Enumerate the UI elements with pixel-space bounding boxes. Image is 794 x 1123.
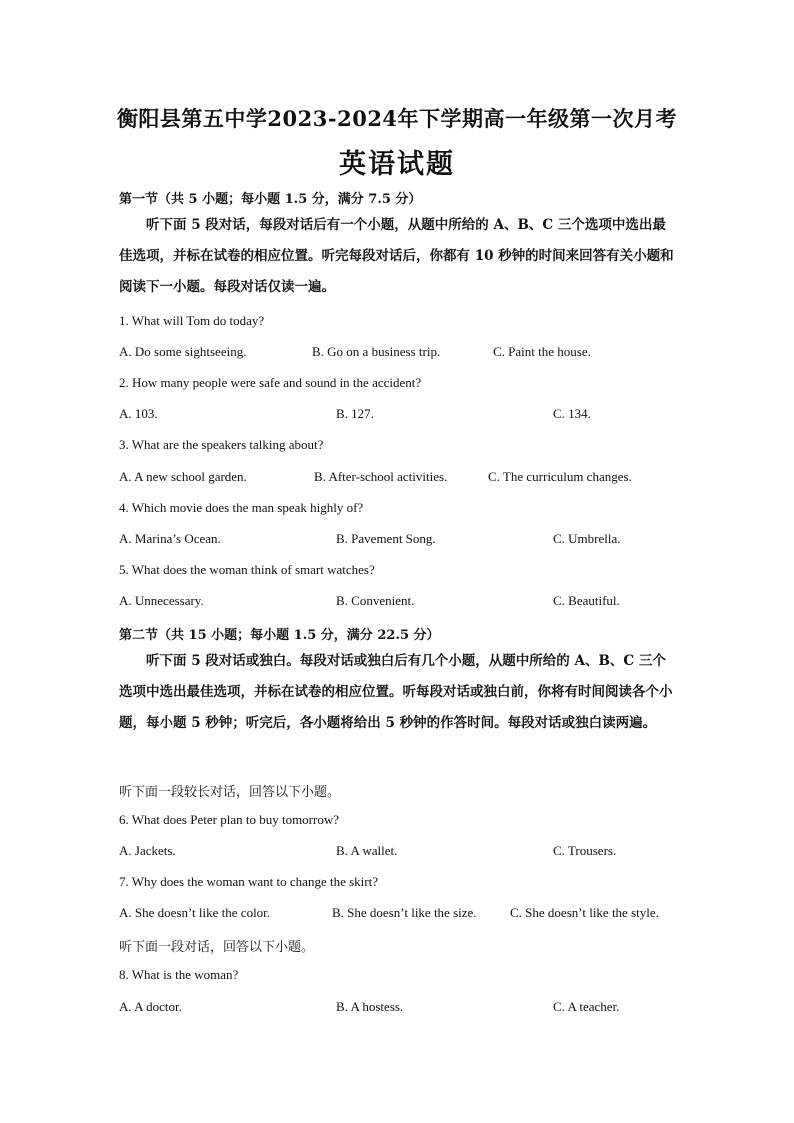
question-5-option-c: C. Beautiful.: [553, 593, 620, 608]
question-5-option-b: B. Convenient.: [336, 593, 415, 608]
section1-heading: 第一节（共 5 小题；每小题 1.5 分，满分 7.5 分）: [119, 192, 422, 207]
question-8-option-a: A. A doctor.: [119, 999, 182, 1014]
question-2-option-c: C. 134.: [553, 406, 591, 421]
listening-note-2: 听下面一段对话，回答以下小题。: [119, 940, 315, 955]
listening-note-1: 听下面一段较长对话，回答以下小题。: [119, 785, 341, 800]
question-1: 1. What will Tom do today?: [119, 313, 265, 328]
question-3: 3. What are the speakers talking about?: [119, 437, 324, 452]
question-2-option-b: B. 127.: [336, 406, 374, 421]
question-7-option-b: B. She doesn’t like the size.: [332, 905, 477, 920]
section1-instructions: 听下面 5 段对话，每段对话后有一个小题，从题中所给的 A、B、C 三个选项中选出最佳选项，并标在试卷的相应位置。听完每段对话后，你都有 10 秒钟的时间来回答有关小题和阅读下一小题。每段对话仅读一遍。: [119, 217, 674, 295]
question-3-option-a: A. A new school garden.: [119, 469, 247, 484]
question-6: 6. What does Peter plan to buy tomorrow?: [119, 812, 339, 827]
question-6-option-b: B. A wallet.: [336, 843, 398, 858]
exam-subject-title: 英语试题: [339, 149, 455, 180]
question-6-option-a: A. Jackets.: [119, 843, 176, 858]
question-7: 7. Why does the woman want to change the skirt?: [119, 874, 378, 889]
question-1-option-c: C. Paint the house.: [493, 344, 591, 359]
question-4-option-a: A. Marina’s Ocean.: [119, 531, 221, 546]
question-3-option-b: B. After-school activities.: [314, 469, 448, 484]
question-2-option-a: A. 103.: [119, 406, 158, 421]
question-4-option-c: C. Umbrella.: [553, 531, 621, 546]
question-1-option-b: B. Go on a business trip.: [312, 344, 441, 359]
question-8-option-c: C. A teacher.: [553, 999, 620, 1014]
question-8-option-b: B. A hostess.: [336, 999, 404, 1014]
question-8: 8. What is the woman?: [119, 967, 239, 982]
question-3-option-c: C. The curriculum changes.: [488, 469, 632, 484]
question-7-option-c: C. She doesn’t like the style.: [510, 905, 659, 920]
question-2: 2. How many people were safe and sound in the accident?: [119, 375, 422, 390]
section2-instructions: 听下面 5 段对话或独白。每段对话或独白后有几个小题，从题中所给的 A、B、C 三个选项中选出最佳选项，并标在试卷的相应位置。听每段对话或独白前，你将有时间阅读各个小题，每小题 5 秒钟；听完后，各小题将给出 5 秒钟的作答时间。每段对话或独白读两遍。: [119, 653, 673, 731]
section2-heading: 第二节（共 15 小题；每小题 1.5 分，满分 22.5 分）: [119, 628, 440, 643]
exam-title: 衡阳县第五中学2023-2024年下学期高一年级第一次月考: [116, 106, 678, 131]
question-4: 4. Which movie does the man speak highly of?: [119, 500, 364, 515]
question-5-option-a: A. Unnecessary.: [119, 593, 204, 608]
question-5: 5. What does the woman think of smart watches?: [119, 562, 375, 577]
question-4-option-b: B. Pavement Song.: [336, 531, 436, 546]
question-7-option-a: A. She doesn’t like the color.: [119, 905, 271, 920]
question-1-option-a: A. Do some sightseeing.: [119, 344, 247, 359]
question-6-option-c: C. Trousers.: [553, 843, 617, 858]
